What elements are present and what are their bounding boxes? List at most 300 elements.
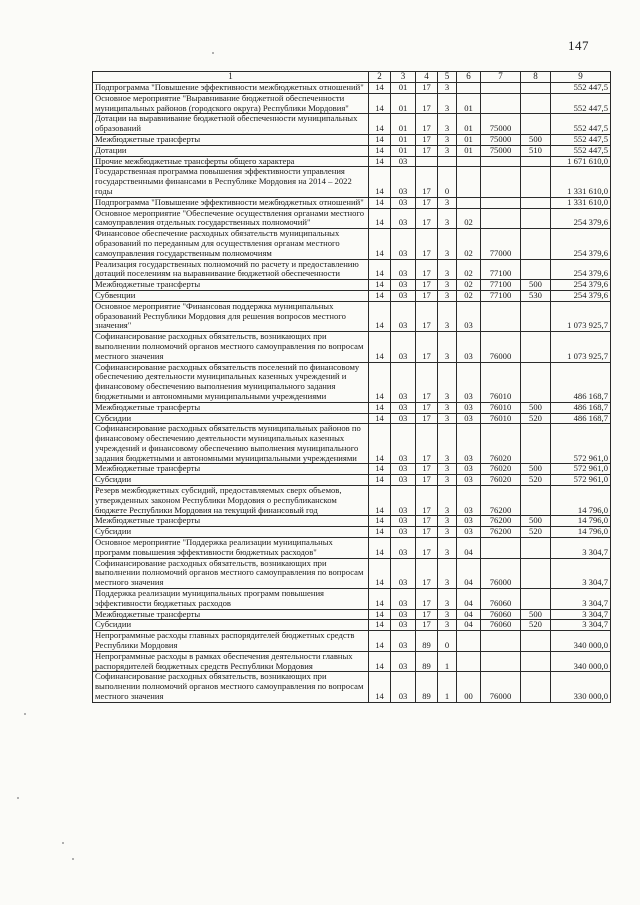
code-cell-c4: 17 [416, 145, 438, 156]
code-cell-c4: 17 [416, 609, 438, 620]
code-cell-c6 [457, 83, 481, 94]
code-cell-c2: 14 [369, 114, 391, 135]
code-cell-c3: 01 [391, 134, 416, 145]
code-cell-c7: 76020 [481, 464, 521, 475]
code-cell-c6: 02 [457, 259, 481, 280]
code-cell-c4: 17 [416, 290, 438, 301]
table-row [93, 145, 611, 156]
amount-cell: 3 304,7 [551, 620, 611, 631]
code-cell-c3: 03 [391, 558, 416, 588]
code-cell-c2: 14 [369, 197, 391, 208]
column-header: 8 [521, 72, 551, 83]
table-row [93, 413, 611, 424]
row-name-cell: Софинансирование расходных обязательств муниципальных районов по финансовому обеспечению деятельности муниципальных казенных учреждений и финансовому обеспечению выполнения муниципального задания бюджетными и автономными муниципальными учреждениями [93, 424, 369, 464]
code-cell-c5: 3 [438, 424, 457, 464]
amount-cell: 552 447,5 [551, 134, 611, 145]
code-cell-c8: 530 [521, 290, 551, 301]
code-cell-c5: 1 [438, 651, 457, 672]
code-cell-c6: 01 [457, 145, 481, 156]
code-cell-c2: 14 [369, 134, 391, 145]
code-cell-c5: 3 [438, 413, 457, 424]
code-cell-c6: 03 [457, 424, 481, 464]
row-name-cell: Софинансирование расходных обязательств, возникающих при выполнении полномочий органов местного самоуправления по вопросам местного значения [93, 558, 369, 588]
code-cell-c3: 01 [391, 83, 416, 94]
code-cell-c7: 77000 [481, 229, 521, 259]
code-cell-c7 [481, 197, 521, 208]
code-cell-c7: 77100 [481, 290, 521, 301]
amount-cell: 254 379,6 [551, 280, 611, 291]
code-cell-c8: 520 [521, 413, 551, 424]
table-row [93, 631, 611, 652]
code-cell-c8 [521, 631, 551, 652]
amount-cell: 254 379,6 [551, 208, 611, 229]
code-cell-c2: 14 [369, 486, 391, 516]
code-cell-c4: 17 [416, 208, 438, 229]
table-row [93, 672, 611, 702]
code-cell-c5: 3 [438, 486, 457, 516]
code-cell-c2: 14 [369, 672, 391, 702]
code-cell-c7: 76010 [481, 362, 521, 402]
code-cell-c6 [457, 167, 481, 197]
code-cell-c7: 75000 [481, 114, 521, 135]
code-cell-c3: 03 [391, 516, 416, 527]
code-cell-c6: 01 [457, 93, 481, 114]
code-cell-c4: 17 [416, 83, 438, 94]
table-row [93, 589, 611, 610]
code-cell-c6 [457, 651, 481, 672]
code-cell-c2: 14 [369, 631, 391, 652]
code-cell-c5: 3 [438, 134, 457, 145]
code-cell-c3: 03 [391, 486, 416, 516]
amount-cell: 3 304,7 [551, 558, 611, 588]
row-name-cell: Субсидии [93, 413, 369, 424]
table-row [93, 362, 611, 402]
code-cell-c8: 500 [521, 402, 551, 413]
code-cell-c6: 04 [457, 609, 481, 620]
code-cell-c7 [481, 156, 521, 167]
code-cell-c5: 3 [438, 145, 457, 156]
code-cell-c7: 76060 [481, 609, 521, 620]
amount-cell: 1 331 610,0 [551, 167, 611, 197]
table-row [93, 229, 611, 259]
amount-cell: 3 304,7 [551, 609, 611, 620]
table-row [93, 259, 611, 280]
amount-cell: 1 671 610,0 [551, 156, 611, 167]
code-cell-c5: 0 [438, 167, 457, 197]
code-cell-c8: 520 [521, 527, 551, 538]
row-name-cell: Субсидии [93, 475, 369, 486]
amount-cell: 552 447,5 [551, 145, 611, 156]
scan-speck [72, 858, 74, 860]
amount-cell: 330 000,0 [551, 672, 611, 702]
code-cell-c7: 76020 [481, 424, 521, 464]
code-cell-c5: 3 [438, 290, 457, 301]
amount-cell: 1 073 925,7 [551, 301, 611, 331]
table-row [93, 156, 611, 167]
code-cell-c7: 76000 [481, 558, 521, 588]
code-cell-c6: 03 [457, 413, 481, 424]
code-cell-c5: 3 [438, 114, 457, 135]
amount-cell: 552 447,5 [551, 93, 611, 114]
code-cell-c6: 04 [457, 538, 481, 559]
code-cell-c4: 17 [416, 259, 438, 280]
code-cell-c5: 3 [438, 229, 457, 259]
code-cell-c2: 14 [369, 208, 391, 229]
amount-cell: 254 379,6 [551, 290, 611, 301]
code-cell-c7: 76060 [481, 589, 521, 610]
code-cell-c2: 14 [369, 413, 391, 424]
code-cell-c5: 3 [438, 538, 457, 559]
amount-cell: 14 796,0 [551, 527, 611, 538]
amount-cell: 254 379,6 [551, 259, 611, 280]
code-cell-c3: 03 [391, 402, 416, 413]
row-name-cell: Межбюджетные трансферты [93, 402, 369, 413]
code-cell-c4: 89 [416, 672, 438, 702]
code-cell-c4 [416, 156, 438, 167]
budget-table [92, 71, 611, 703]
code-cell-c8 [521, 362, 551, 402]
amount-cell: 14 796,0 [551, 516, 611, 527]
table-row [93, 475, 611, 486]
code-cell-c7: 75000 [481, 145, 521, 156]
scan-speck [24, 713, 26, 715]
code-cell-c2: 14 [369, 93, 391, 114]
code-cell-c2: 14 [369, 280, 391, 291]
code-cell-c5: 3 [438, 516, 457, 527]
code-cell-c8 [521, 259, 551, 280]
code-cell-c8 [521, 167, 551, 197]
code-cell-c6: 01 [457, 114, 481, 135]
code-cell-c4: 17 [416, 516, 438, 527]
code-cell-c2: 14 [369, 362, 391, 402]
amount-cell: 572 961,0 [551, 424, 611, 464]
code-cell-c7: 76200 [481, 527, 521, 538]
code-cell-c2: 14 [369, 527, 391, 538]
code-cell-c7 [481, 83, 521, 94]
column-header: 2 [369, 72, 391, 83]
code-cell-c7 [481, 631, 521, 652]
code-cell-c5: 0 [438, 631, 457, 652]
code-cell-c6: 03 [457, 402, 481, 413]
code-cell-c3: 03 [391, 280, 416, 291]
code-cell-c2: 14 [369, 402, 391, 413]
table-row [93, 402, 611, 413]
row-name-cell: Прочие межбюджетные трансферты общего характера [93, 156, 369, 167]
row-name-cell: Субсидии [93, 527, 369, 538]
table-row [93, 516, 611, 527]
table-row [93, 558, 611, 588]
code-cell-c4: 17 [416, 197, 438, 208]
code-cell-c3: 03 [391, 631, 416, 652]
code-cell-c3: 03 [391, 651, 416, 672]
code-cell-c2: 14 [369, 145, 391, 156]
code-cell-c3: 01 [391, 114, 416, 135]
code-cell-c8 [521, 93, 551, 114]
code-cell-c2: 14 [369, 516, 391, 527]
code-cell-c5: 3 [438, 83, 457, 94]
code-cell-c6: 02 [457, 290, 481, 301]
table-row [93, 464, 611, 475]
table-row [93, 197, 611, 208]
code-cell-c2: 14 [369, 424, 391, 464]
code-cell-c2: 14 [369, 475, 391, 486]
row-name-cell: Субсидии [93, 620, 369, 631]
code-cell-c8 [521, 114, 551, 135]
code-cell-c4: 17 [416, 538, 438, 559]
row-name-cell: Непрограммные расходы в рамках обеспечения деятельности главных распорядителей бюджетных средств Республики Мордовия [93, 651, 369, 672]
code-cell-c8 [521, 332, 551, 362]
code-cell-c7: 76000 [481, 332, 521, 362]
code-cell-c4: 17 [416, 527, 438, 538]
table-row [93, 609, 611, 620]
code-cell-c8 [521, 156, 551, 167]
row-name-cell: Межбюджетные трансферты [93, 609, 369, 620]
code-cell-c8: 520 [521, 620, 551, 631]
table-body [93, 83, 611, 703]
code-cell-c5: 3 [438, 362, 457, 402]
table-row [93, 83, 611, 94]
code-cell-c4: 17 [416, 134, 438, 145]
code-cell-c6: 03 [457, 362, 481, 402]
code-cell-c4: 17 [416, 475, 438, 486]
code-cell-c3: 03 [391, 332, 416, 362]
table-row [93, 620, 611, 631]
code-cell-c8: 500 [521, 516, 551, 527]
code-cell-c3: 03 [391, 464, 416, 475]
code-cell-c4: 17 [416, 362, 438, 402]
amount-cell: 1 073 925,7 [551, 332, 611, 362]
code-cell-c8 [521, 424, 551, 464]
code-cell-c7: 76010 [481, 413, 521, 424]
code-cell-c6: 03 [457, 475, 481, 486]
row-name-cell: Дотации на выравнивание бюджетной обеспеченности муниципальных образований [93, 114, 369, 135]
code-cell-c4: 17 [416, 486, 438, 516]
code-cell-c3: 03 [391, 413, 416, 424]
code-cell-c8 [521, 589, 551, 610]
code-cell-c3: 01 [391, 93, 416, 114]
scan-speck [212, 52, 214, 54]
code-cell-c7: 77100 [481, 280, 521, 291]
row-name-cell: Софинансирование расходных обязательств поселений по финансовому обеспечению деятельности муниципальных казенных учреждений и финансовому обеспечению выполнения муниципального задания бюджетными и автономными муниципальными учреждениями [93, 362, 369, 402]
code-cell-c6: 03 [457, 301, 481, 331]
row-name-cell: Межбюджетные трансферты [93, 516, 369, 527]
code-cell-c2: 14 [369, 538, 391, 559]
code-cell-c4: 89 [416, 651, 438, 672]
row-name-cell: Непрограммные расходы главных распорядителей бюджетных средств Республики Мордовия [93, 631, 369, 652]
table-row [93, 527, 611, 538]
code-cell-c4: 17 [416, 413, 438, 424]
amount-cell: 340 000,0 [551, 651, 611, 672]
code-cell-c5: 3 [438, 208, 457, 229]
code-cell-c4: 17 [416, 424, 438, 464]
code-cell-c8 [521, 651, 551, 672]
code-cell-c7 [481, 208, 521, 229]
row-name-cell: Финансовое обеспечение расходных обязательств муниципальных образований по переданным для осуществления органам местного самоуправления государственным полномочиям [93, 229, 369, 259]
amount-cell: 14 796,0 [551, 486, 611, 516]
code-cell-c4: 17 [416, 229, 438, 259]
code-cell-c6: 03 [457, 464, 481, 475]
code-cell-c6: 02 [457, 280, 481, 291]
code-cell-c5: 3 [438, 197, 457, 208]
code-cell-c7: 76200 [481, 516, 521, 527]
code-cell-c8 [521, 558, 551, 588]
code-cell-c4: 17 [416, 464, 438, 475]
code-cell-c2: 14 [369, 229, 391, 259]
code-cell-c5: 3 [438, 301, 457, 331]
code-cell-c2: 14 [369, 558, 391, 588]
table-row [93, 280, 611, 291]
code-cell-c8 [521, 301, 551, 331]
code-cell-c3: 03 [391, 259, 416, 280]
row-name-cell: Резерв межбюджетных субсидий, предоставляемых сверх объемов, утвержденных законом Республики Мордовия о республиканском бюджете Республики Мордовия на текущий финансовый год [93, 486, 369, 516]
code-cell-c8 [521, 229, 551, 259]
code-cell-c3: 03 [391, 167, 416, 197]
code-cell-c3: 03 [391, 672, 416, 702]
code-cell-c5: 3 [438, 609, 457, 620]
code-cell-c5 [438, 156, 457, 167]
column-header: 1 [93, 72, 369, 83]
code-cell-c6: 03 [457, 527, 481, 538]
code-cell-c3: 03 [391, 527, 416, 538]
code-cell-c8 [521, 197, 551, 208]
table-row [93, 167, 611, 197]
row-name-cell: Межбюджетные трансферты [93, 280, 369, 291]
row-name-cell: Подпрограмма "Повышение эффективности межбюджетных отношений" [93, 83, 369, 94]
table-row [93, 651, 611, 672]
table-row [93, 208, 611, 229]
column-header: 6 [457, 72, 481, 83]
code-cell-c4: 17 [416, 402, 438, 413]
row-name-cell: Основное мероприятие "Финансовая поддержка муниципальных образований Республики Мордовия для решения вопросов местного значения" [93, 301, 369, 331]
table-row [93, 486, 611, 516]
code-cell-c6: 03 [457, 486, 481, 516]
code-cell-c7: 76010 [481, 402, 521, 413]
code-cell-c5: 3 [438, 475, 457, 486]
code-cell-c5: 3 [438, 259, 457, 280]
code-cell-c7 [481, 167, 521, 197]
row-name-cell: Основное мероприятие "Выравнивание бюджетной обеспеченности муниципальных районов (городского округа) Республики Мордовия" [93, 93, 369, 114]
code-cell-c8: 500 [521, 280, 551, 291]
code-cell-c8: 500 [521, 609, 551, 620]
table-header-row [93, 72, 611, 83]
code-cell-c3: 03 [391, 197, 416, 208]
code-cell-c2: 14 [369, 83, 391, 94]
scan-speck [62, 842, 64, 844]
table-row [93, 134, 611, 145]
code-cell-c8: 500 [521, 134, 551, 145]
code-cell-c6: 02 [457, 229, 481, 259]
code-cell-c4: 17 [416, 589, 438, 610]
code-cell-c8: 520 [521, 475, 551, 486]
table-row [93, 93, 611, 114]
code-cell-c5: 3 [438, 332, 457, 362]
row-name-cell: Подпрограмма "Повышение эффективности межбюджетных отношений" [93, 197, 369, 208]
code-cell-c7: 76060 [481, 620, 521, 631]
code-cell-c3: 03 [391, 362, 416, 402]
code-cell-c2: 14 [369, 301, 391, 331]
code-cell-c7: 76200 [481, 486, 521, 516]
row-name-cell: Дотации [93, 145, 369, 156]
code-cell-c2: 14 [369, 589, 391, 610]
scan-speck [17, 797, 19, 799]
code-cell-c3: 03 [391, 609, 416, 620]
code-cell-c7: 75000 [481, 134, 521, 145]
code-cell-c7: 77100 [481, 259, 521, 280]
code-cell-c6 [457, 631, 481, 652]
code-cell-c6: 00 [457, 672, 481, 702]
table-row [93, 538, 611, 559]
code-cell-c4: 17 [416, 620, 438, 631]
code-cell-c3: 03 [391, 301, 416, 331]
amount-cell: 340 000,0 [551, 631, 611, 652]
code-cell-c5: 3 [438, 620, 457, 631]
code-cell-c4: 89 [416, 631, 438, 652]
code-cell-c6: 03 [457, 516, 481, 527]
code-cell-c8: 500 [521, 464, 551, 475]
code-cell-c3: 03 [391, 156, 416, 167]
code-cell-c8 [521, 538, 551, 559]
code-cell-c3: 03 [391, 290, 416, 301]
amount-cell: 572 961,0 [551, 464, 611, 475]
code-cell-c5: 3 [438, 402, 457, 413]
code-cell-c2: 14 [369, 609, 391, 620]
code-cell-c7 [481, 651, 521, 672]
code-cell-c4: 17 [416, 114, 438, 135]
code-cell-c6: 04 [457, 558, 481, 588]
row-name-cell: Основное мероприятие "Поддержка реализации муниципальных программ повышения эффективности бюджетных расходов" [93, 538, 369, 559]
amount-cell: 552 447,5 [551, 83, 611, 94]
row-name-cell: Софинансирование расходных обязательств, возникающих при выполнении полномочий органов местного самоуправления по вопросам местного значения [93, 332, 369, 362]
code-cell-c5: 1 [438, 672, 457, 702]
code-cell-c6 [457, 156, 481, 167]
code-cell-c3: 03 [391, 229, 416, 259]
amount-cell: 254 379,6 [551, 229, 611, 259]
code-cell-c8 [521, 83, 551, 94]
table-row [93, 424, 611, 464]
code-cell-c2: 14 [369, 156, 391, 167]
code-cell-c8 [521, 208, 551, 229]
code-cell-c3: 03 [391, 620, 416, 631]
code-cell-c7 [481, 93, 521, 114]
amount-cell: 572 961,0 [551, 475, 611, 486]
code-cell-c8 [521, 672, 551, 702]
code-cell-c2: 14 [369, 464, 391, 475]
row-name-cell: Государственная программа повышения эффективности управления государственными финансами в Республике Мордовия на 2014 – 2022 годы [93, 167, 369, 197]
code-cell-c5: 3 [438, 527, 457, 538]
row-name-cell: Основное мероприятие "Обеспечение осуществления органами местного самоуправления отдельных государственных полномочий" [93, 208, 369, 229]
code-cell-c3: 03 [391, 475, 416, 486]
code-cell-c6: 02 [457, 208, 481, 229]
code-cell-c2: 14 [369, 620, 391, 631]
code-cell-c5: 3 [438, 464, 457, 475]
code-cell-c8 [521, 486, 551, 516]
row-name-cell: Субвенции [93, 290, 369, 301]
code-cell-c6: 04 [457, 620, 481, 631]
code-cell-c4: 17 [416, 301, 438, 331]
table-row [93, 114, 611, 135]
code-cell-c3: 03 [391, 589, 416, 610]
code-cell-c3: 03 [391, 424, 416, 464]
code-cell-c5: 3 [438, 280, 457, 291]
code-cell-c5: 3 [438, 589, 457, 610]
table-row [93, 332, 611, 362]
amount-cell: 486 168,7 [551, 362, 611, 402]
column-header: 4 [416, 72, 438, 83]
amount-cell: 486 168,7 [551, 413, 611, 424]
code-cell-c7 [481, 301, 521, 331]
code-cell-c7: 76020 [481, 475, 521, 486]
code-cell-c2: 14 [369, 259, 391, 280]
